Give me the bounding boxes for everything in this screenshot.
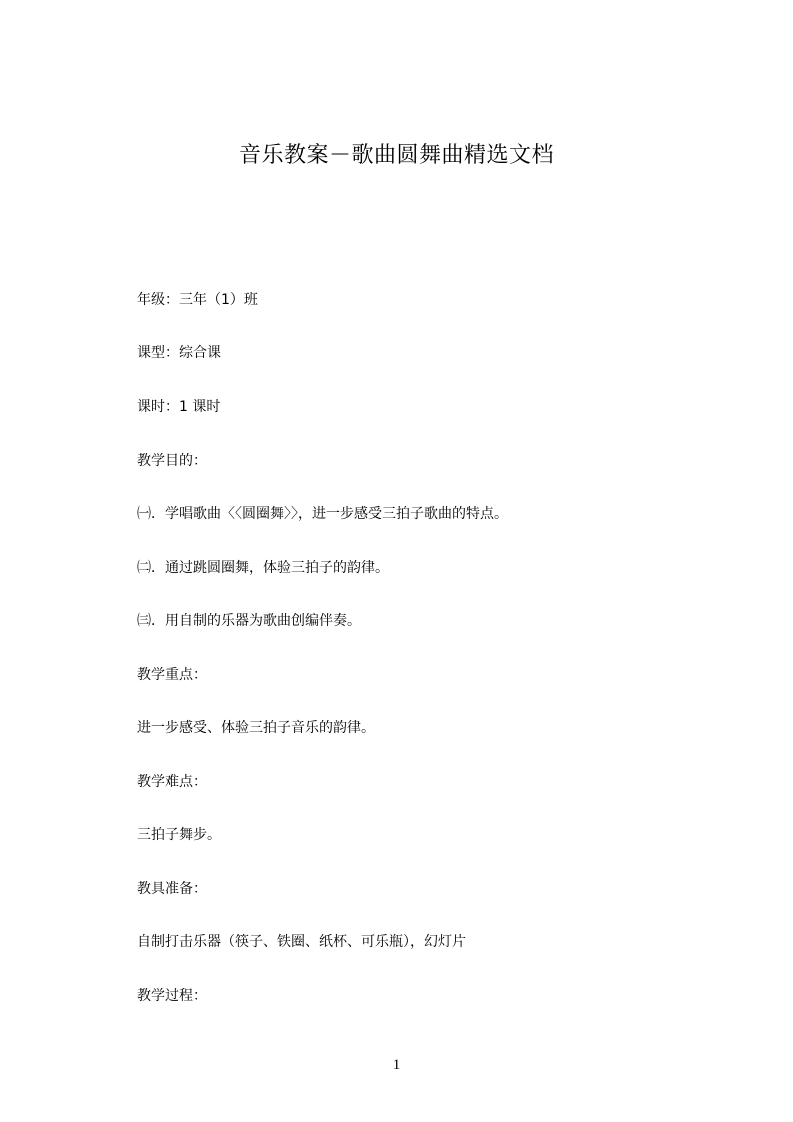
objectives-heading: 教学目的： [137,453,207,469]
page-number: 1 [392,1057,401,1073]
objective-1: ㈠．学唱歌曲〈〈圆圈舞〉〉，进一步感受三拍子歌曲的特点。 [137,506,508,522]
objective-3: ㈢．用自制的乐器为歌曲创编伴奏。 [137,613,361,629]
key-points-text: 进一步感受、体验三拍子音乐的韵律。 [137,720,375,736]
difficulties-heading: 教学难点： [137,774,207,790]
materials-heading: 教具准备： [137,881,207,897]
objective-2: ㈡．通过跳圆圈舞，体验三拍子的韵律。 [137,560,389,576]
process-heading: 教学过程： [137,988,207,1004]
lesson-type-line: 课型：综合课 [137,345,221,361]
document-title: 音乐教案－歌曲圆舞曲精选文档 [238,143,554,168]
key-points-heading: 教学重点： [137,667,207,683]
lesson-hours-line: 课时：1 课时 [137,399,221,415]
difficulties-text: 三拍子舞步。 [137,827,221,843]
materials-text: 自制打击乐器（筷子、铁圈、纸杯、可乐瓶），幻灯片 [137,934,466,950]
grade-line: 年级：三年（1）班 [137,292,258,308]
